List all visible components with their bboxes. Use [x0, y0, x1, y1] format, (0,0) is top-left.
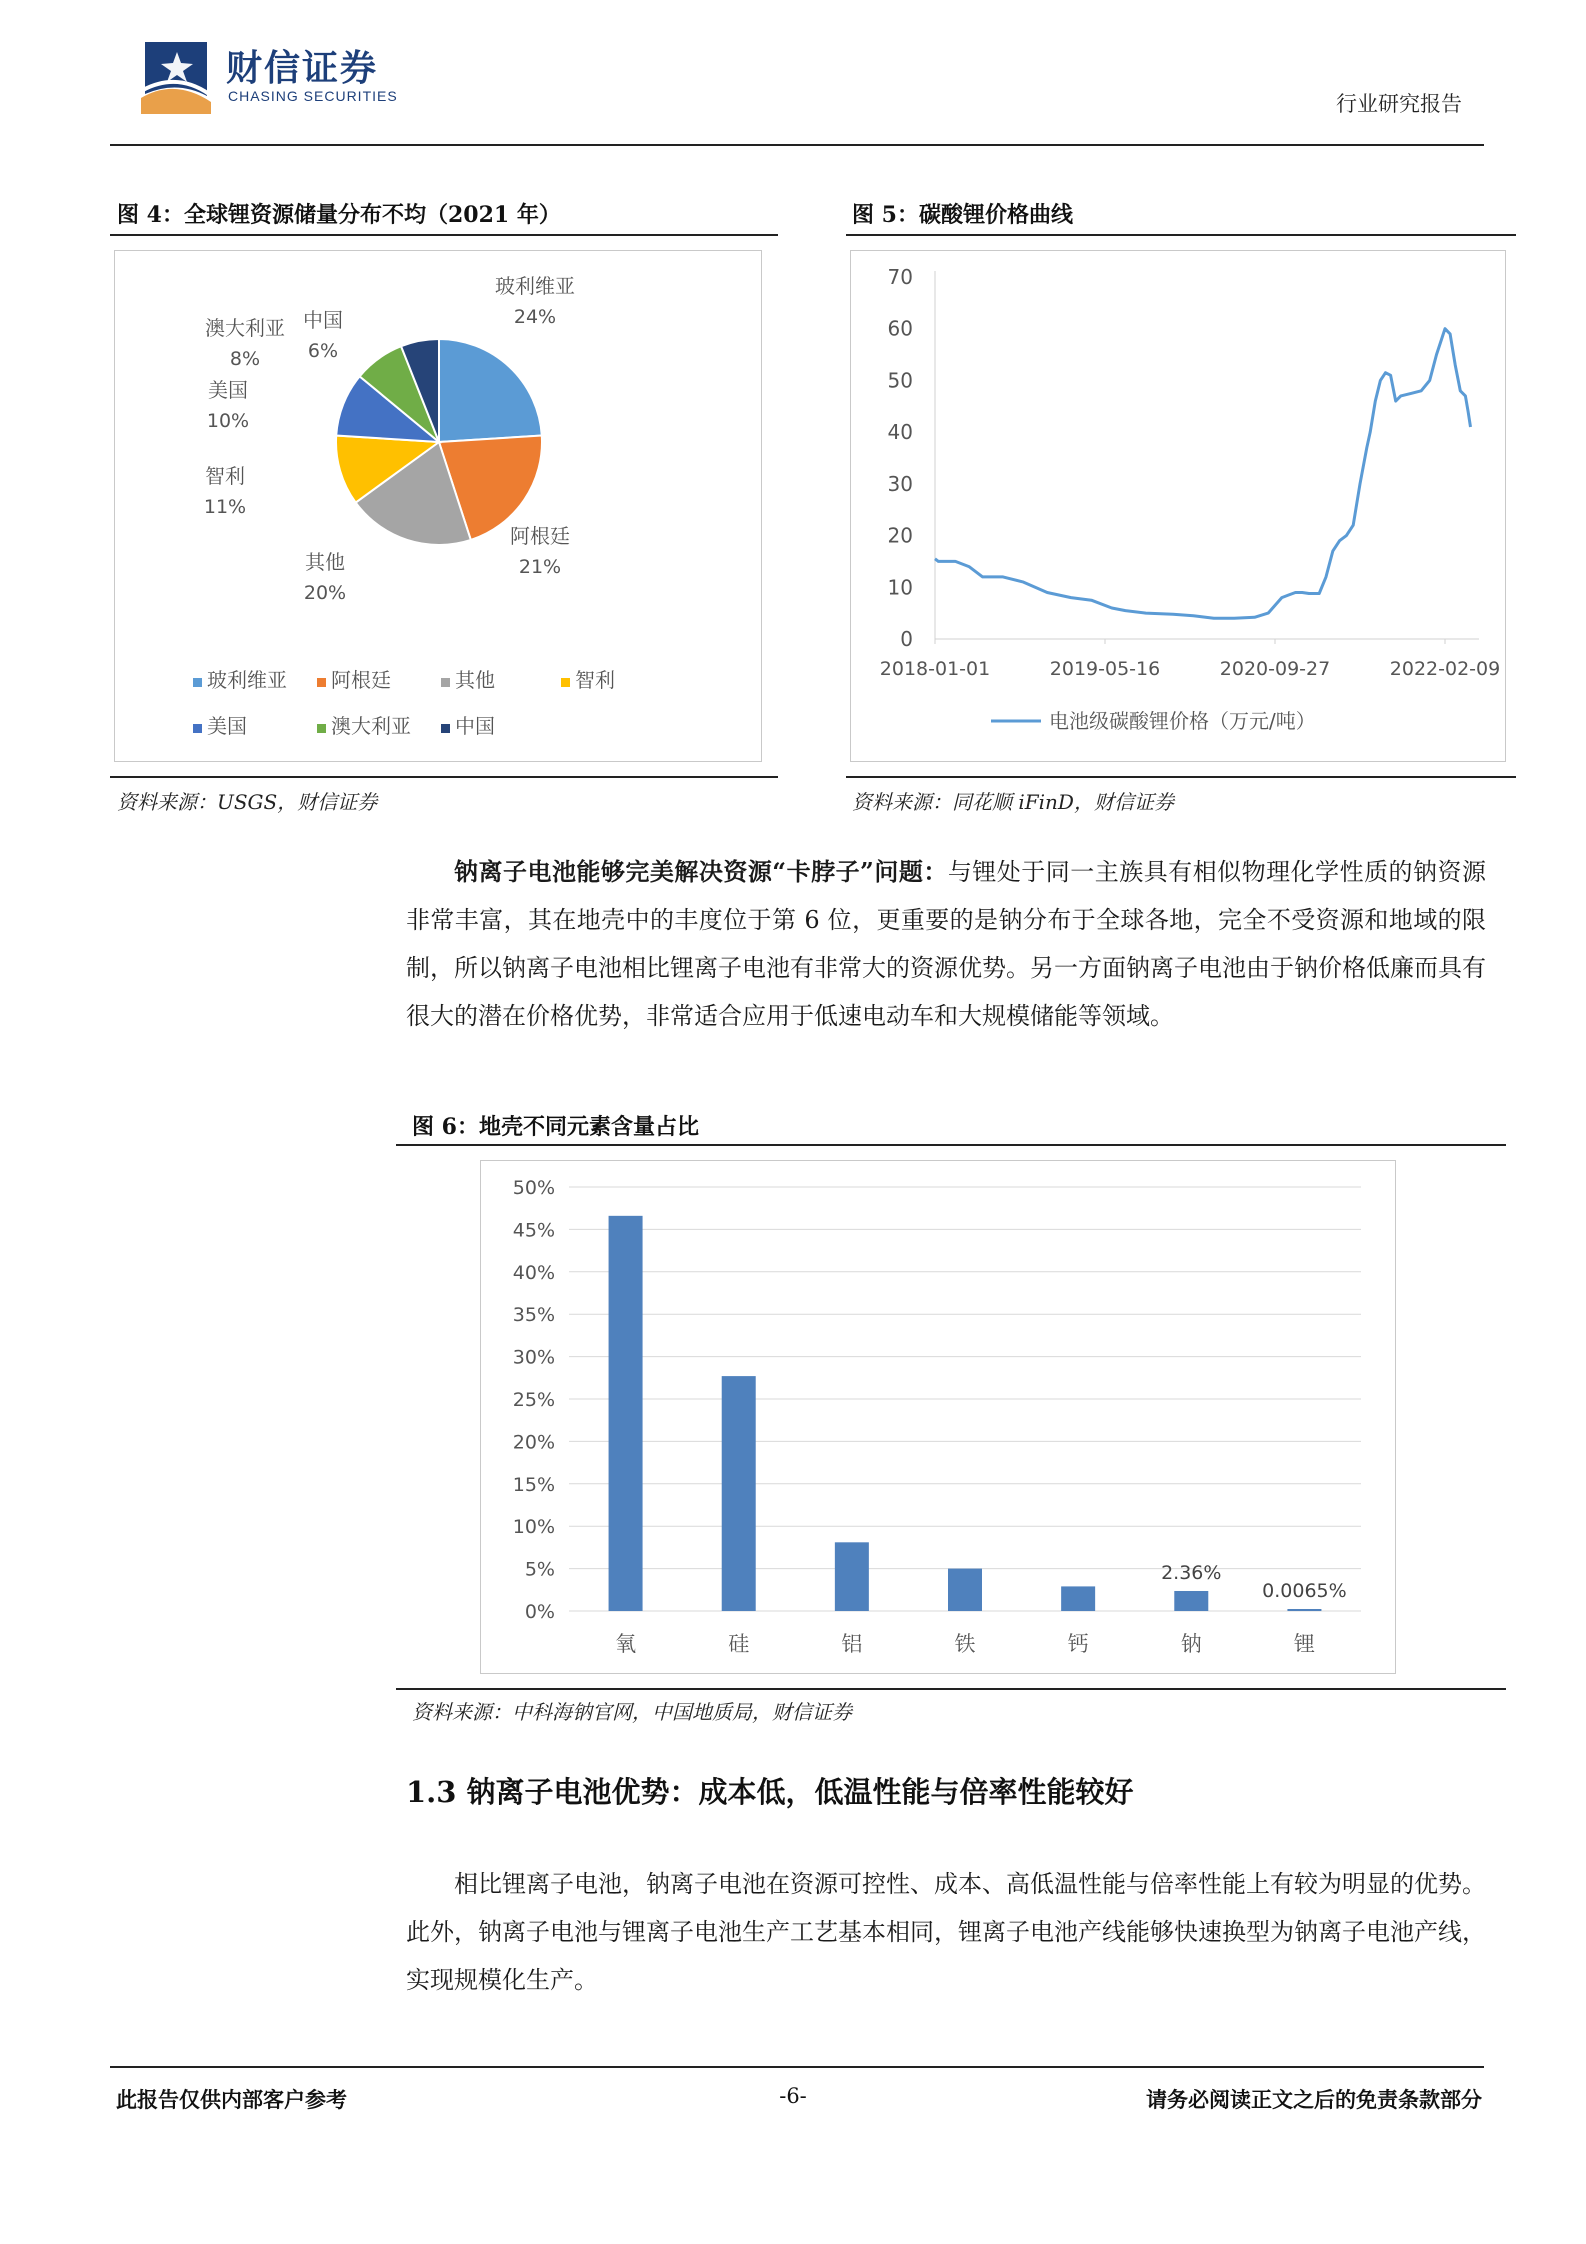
legend-swatch-0 — [193, 678, 202, 687]
bar-4 — [1061, 1586, 1095, 1611]
x-category-label-1: 硅 — [728, 1632, 750, 1656]
fig6-chart-frame — [480, 1160, 1396, 1674]
y-tick-label-0: 70 — [887, 265, 913, 289]
y-tick-label-5: 25% — [512, 1389, 555, 1411]
bar-6 — [1287, 1609, 1321, 1611]
brand-logo-icon — [137, 36, 213, 114]
fig4-chart-frame — [114, 250, 762, 762]
legend-series-label: 电池级碳酸锂价格（万元/吨） — [1049, 709, 1316, 733]
pie-value-label-6: 6% — [307, 340, 339, 362]
fig6-bottom-rule — [396, 1688, 1506, 1690]
brand-name-cn: 财信证券 — [226, 48, 379, 89]
x-tick-label-1: 2019-05-16 — [1049, 658, 1161, 680]
paragraph-body: 与锂处于同一主族具有相似物理化学性质的钠资源非常丰富，其在地壳中的丰度位于第 6 位，更重要的是钠分布于全球各地，完全不受资源和地域的限制，所以钠离子电池相比锂离子电池有非常大的资源优势。另一方面钠离子电池由于钠价格低廉而具有很大的潜在价格优势，非常适合应用于低速电动车和大规模储能等领域。 — [406, 858, 1487, 1030]
paragraph-sodium-advantages — [406, 1860, 1486, 2004]
fig4-title: 图 4：全球锂资源储量分布不均（2021 年） — [117, 202, 561, 228]
y-tick-label-9: 5% — [524, 1558, 555, 1581]
pie-slice-0 — [439, 339, 542, 442]
bar-1 — [722, 1376, 756, 1611]
x-tick-label-2: 2020-09-27 — [1219, 658, 1331, 680]
footer-disclaimer-left: 此报告仅供内部客户参考 — [116, 2087, 347, 2112]
pie-value-label-4: 10% — [206, 410, 250, 432]
y-tick-label-7: 0 — [900, 627, 913, 651]
paragraph-sodium-resources — [406, 848, 1486, 1040]
legend-label-1: 阿根廷 — [331, 668, 391, 692]
legend-swatch-4 — [193, 724, 202, 733]
brand-name-en: CHASING SECURITIES — [228, 88, 398, 104]
pie-value-label-0: 24% — [513, 306, 557, 328]
fig5-title: 图 5：碳酸锂价格曲线 — [852, 202, 1073, 228]
x-category-label-0: 氧 — [615, 1632, 637, 1656]
fig5-bottom-rule — [846, 776, 1516, 778]
fig6-top-rule — [396, 1144, 1506, 1146]
y-tick-label-2: 50 — [887, 368, 913, 393]
legend-swatch-1 — [317, 678, 326, 687]
legend-swatch-3 — [561, 678, 570, 687]
fig4-source: 资料来源：USGS，财信证券 — [117, 790, 378, 814]
bar-0 — [609, 1216, 643, 1611]
legend-swatch-5 — [317, 724, 326, 733]
footer-disclaimer-right[interactable]: 请务必阅读正文之后的免责条款部分 — [1146, 2087, 1482, 2112]
y-tick-label-1: 45% — [512, 1219, 555, 1242]
y-tick-label-3: 35% — [512, 1304, 555, 1327]
y-tick-label-4: 30% — [512, 1346, 555, 1369]
y-tick-label-10: 0% — [524, 1601, 555, 1623]
y-tick-label-6: 10 — [887, 575, 913, 600]
y-tick-label-0: 50% — [512, 1177, 555, 1199]
bar-3 — [948, 1569, 982, 1611]
y-tick-label-4: 30 — [887, 471, 913, 496]
pie-label-0: 玻利维亚 — [495, 274, 575, 298]
x-category-label-6: 锂 — [1293, 1632, 1315, 1656]
legend-label-5: 澳大利亚 — [331, 714, 411, 738]
x-category-label-5: 钠 — [1180, 1632, 1202, 1656]
x-category-label-4: 钙 — [1067, 1632, 1089, 1656]
x-tick-label-0: 2018-01-01 — [879, 658, 991, 680]
fig5-top-rule — [846, 234, 1516, 236]
y-tick-label-5: 20 — [887, 523, 913, 548]
legend-label-4: 美国 — [207, 714, 247, 738]
pie-label-5: 澳大利亚 — [205, 316, 285, 340]
y-tick-label-1: 60 — [887, 316, 913, 341]
document-type: 行业研究报告 — [1336, 92, 1462, 116]
bar-2 — [835, 1542, 869, 1611]
pie-label-6: 中国 — [303, 308, 343, 332]
legend-label-6: 中国 — [455, 714, 495, 738]
page-number: -6- — [779, 2084, 807, 2108]
y-tick-label-2: 40% — [512, 1261, 555, 1284]
paragraph-lead: 钠离子电池能够完美解决资源“卡脖子”问题： — [454, 857, 948, 886]
fig4-top-rule — [110, 234, 778, 236]
pie-label-4: 美国 — [208, 378, 248, 402]
legend-label-0: 玻利维亚 — [207, 668, 287, 692]
legend-label-2: 其他 — [455, 668, 495, 692]
legend-swatch-6 — [441, 724, 450, 733]
bar-chart — [481, 1161, 1395, 1673]
fig6-title: 图 6：地壳不同元素含量占比 — [412, 1114, 699, 1140]
section-title: 1.3 钠离子电池优势：成本低，低温性能与倍率性能较好 — [406, 1775, 1134, 1809]
pie-label-1: 阿根廷 — [510, 524, 570, 548]
fig6-source: 资料来源：中科海钠官网，中国地质局，财信证券 — [412, 1700, 852, 1724]
legend-swatch-2 — [441, 678, 450, 687]
y-tick-label-3: 40 — [887, 420, 913, 445]
legend-label-3: 智利 — [575, 668, 615, 692]
line-chart — [851, 251, 1505, 761]
price-series-line — [935, 329, 1471, 619]
pie-chart — [115, 251, 761, 761]
y-tick-label-8: 10% — [512, 1516, 555, 1539]
fig4-bottom-rule — [110, 776, 778, 778]
pie-value-label-2: 20% — [303, 582, 347, 604]
pie-label-2: 其他 — [305, 550, 345, 574]
pie-value-label-5: 8% — [229, 348, 261, 370]
x-category-label-3: 铁 — [954, 1632, 976, 1656]
footer-divider — [110, 2066, 1484, 2068]
pie-value-label-3: 11% — [203, 496, 247, 518]
fig5-chart-frame — [850, 250, 1506, 762]
bar-data-label-6: 0.0065% — [1262, 1580, 1347, 1602]
bar-data-label-5: 2.36% — [1161, 1561, 1222, 1584]
x-tick-label-3: 2022-02-09 — [1389, 658, 1501, 680]
y-tick-label-6: 20% — [512, 1431, 555, 1454]
fig5-source: 资料来源：同花顺 iFinD，财信证券 — [852, 790, 1174, 814]
bar-5 — [1174, 1591, 1208, 1611]
pie-label-3: 智利 — [205, 464, 245, 488]
pie-value-label-1: 21% — [518, 556, 562, 578]
x-category-label-2: 铝 — [841, 1632, 863, 1656]
y-tick-label-7: 15% — [512, 1473, 555, 1496]
paragraph-body: 相比锂离子电池，钠离子电池在资源可控性、成本、高低温性能与倍率性能上有较为明显的优势。此外，钠离子电池与锂离子电池生产工艺基本相同，锂离子电池产线能够快速换型为钠离子电池产线，实现规模化生产。 — [406, 1870, 1486, 1994]
header-divider — [110, 144, 1484, 146]
